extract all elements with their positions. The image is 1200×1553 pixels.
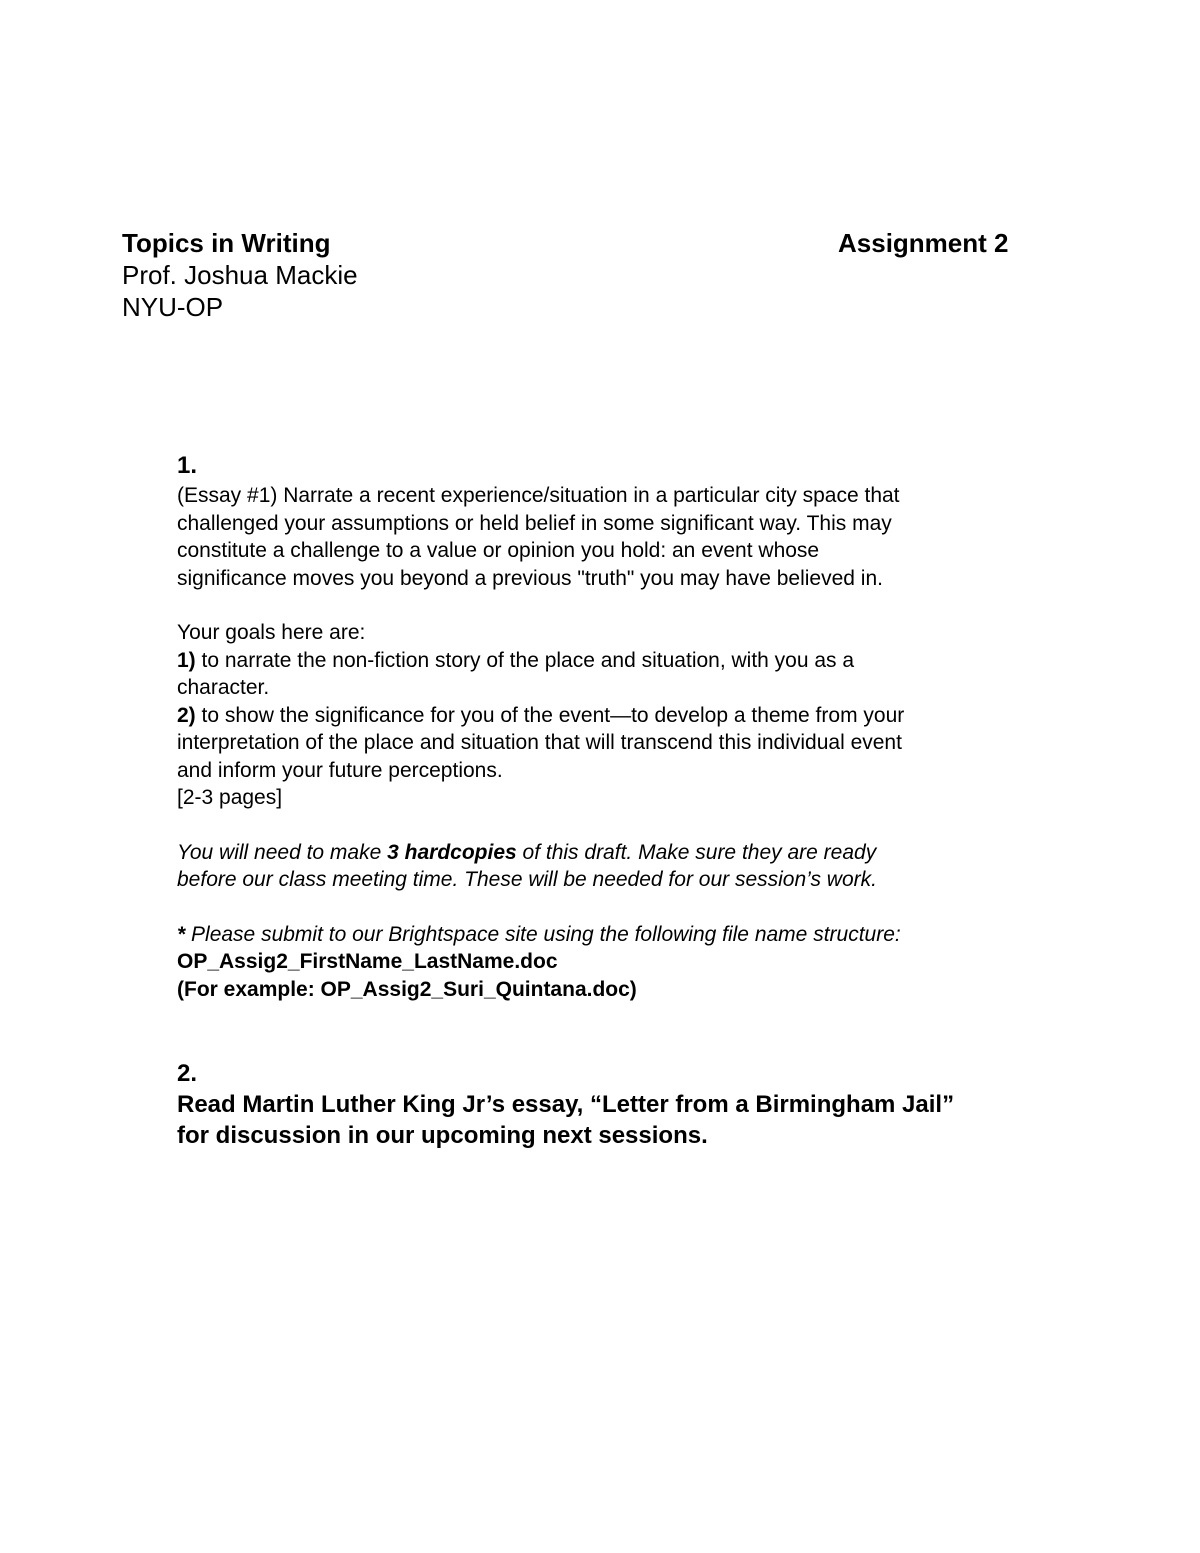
goal-2-continuation: interpretation of the place and situation that will transcend this individual event: [177, 731, 902, 754]
hardcopy-note: [177, 839, 1037, 867]
goal-1: [177, 647, 1037, 675]
goal-1-marker: 1): [177, 648, 196, 672]
section-2-number: 2.: [177, 1060, 198, 1087]
submit-star: *: [177, 922, 186, 946]
essay-prompt: [177, 482, 1037, 592]
goal-2-marker: 2): [177, 703, 196, 727]
filename-example: (For example: OP_Assig2_Suri_Quintana.doc): [177, 977, 637, 1001]
hardcopy-count: 3 hardcopies: [387, 840, 517, 864]
prompt-line: significance moves you beyond a previous "truth" you may have believed in.: [177, 566, 883, 590]
hardcopy-note-line2: before our class meeting time. These will be needed for our session’s work.: [177, 868, 877, 891]
goal-2: [177, 702, 1037, 730]
page-count: [2-3 pages]: [177, 786, 283, 809]
prompt-line: (Essay #1) Narrate a recent experience/situation in a particular city space that: [177, 484, 900, 507]
course-title: Topics in Writing: [122, 228, 331, 258]
submit-text: Please submit to our Brightspace site using the following file name structure:: [185, 922, 901, 946]
section-2: [177, 1058, 1057, 1151]
goals-intro: Your goals here are:: [177, 621, 366, 644]
hardcopy-note-pre: You will need to make: [177, 840, 388, 864]
section-1-number: 1.: [177, 452, 198, 479]
goal-1-continuation: character.: [177, 676, 270, 699]
reading-assignment-line: Read Martin Luther King Jr’s essay, “Letter from a Birmingham Jail”: [177, 1091, 955, 1118]
professor-name: Prof. Joshua Mackie: [122, 260, 358, 290]
section-1: [177, 450, 1037, 1003]
prompt-line: constitute a challenge to a value or opinion you hold: an event whose: [177, 539, 820, 562]
goal-2-text: to show the significance for you of the event—to develop a theme from your: [195, 703, 905, 727]
goal-1-text: to narrate the non-fiction story of the place and situation, with you as a: [195, 648, 855, 672]
hardcopy-note-post: of this draft. Make sure they are ready: [516, 840, 877, 864]
prompt-line: challenged your assumptions or held belief in some significant way. This may: [177, 511, 892, 535]
filename-format: OP_Assig2_FirstName_LastName.doc: [177, 950, 558, 973]
program-name: NYU-OP: [122, 292, 224, 322]
assignment-label: Assignment 2: [838, 228, 1009, 258]
submit-instructions: [177, 921, 1037, 949]
reading-assignment-line: for discussion in our upcoming next sessions.: [177, 1122, 708, 1149]
goal-2-continuation: and inform your future perceptions.: [177, 758, 503, 782]
